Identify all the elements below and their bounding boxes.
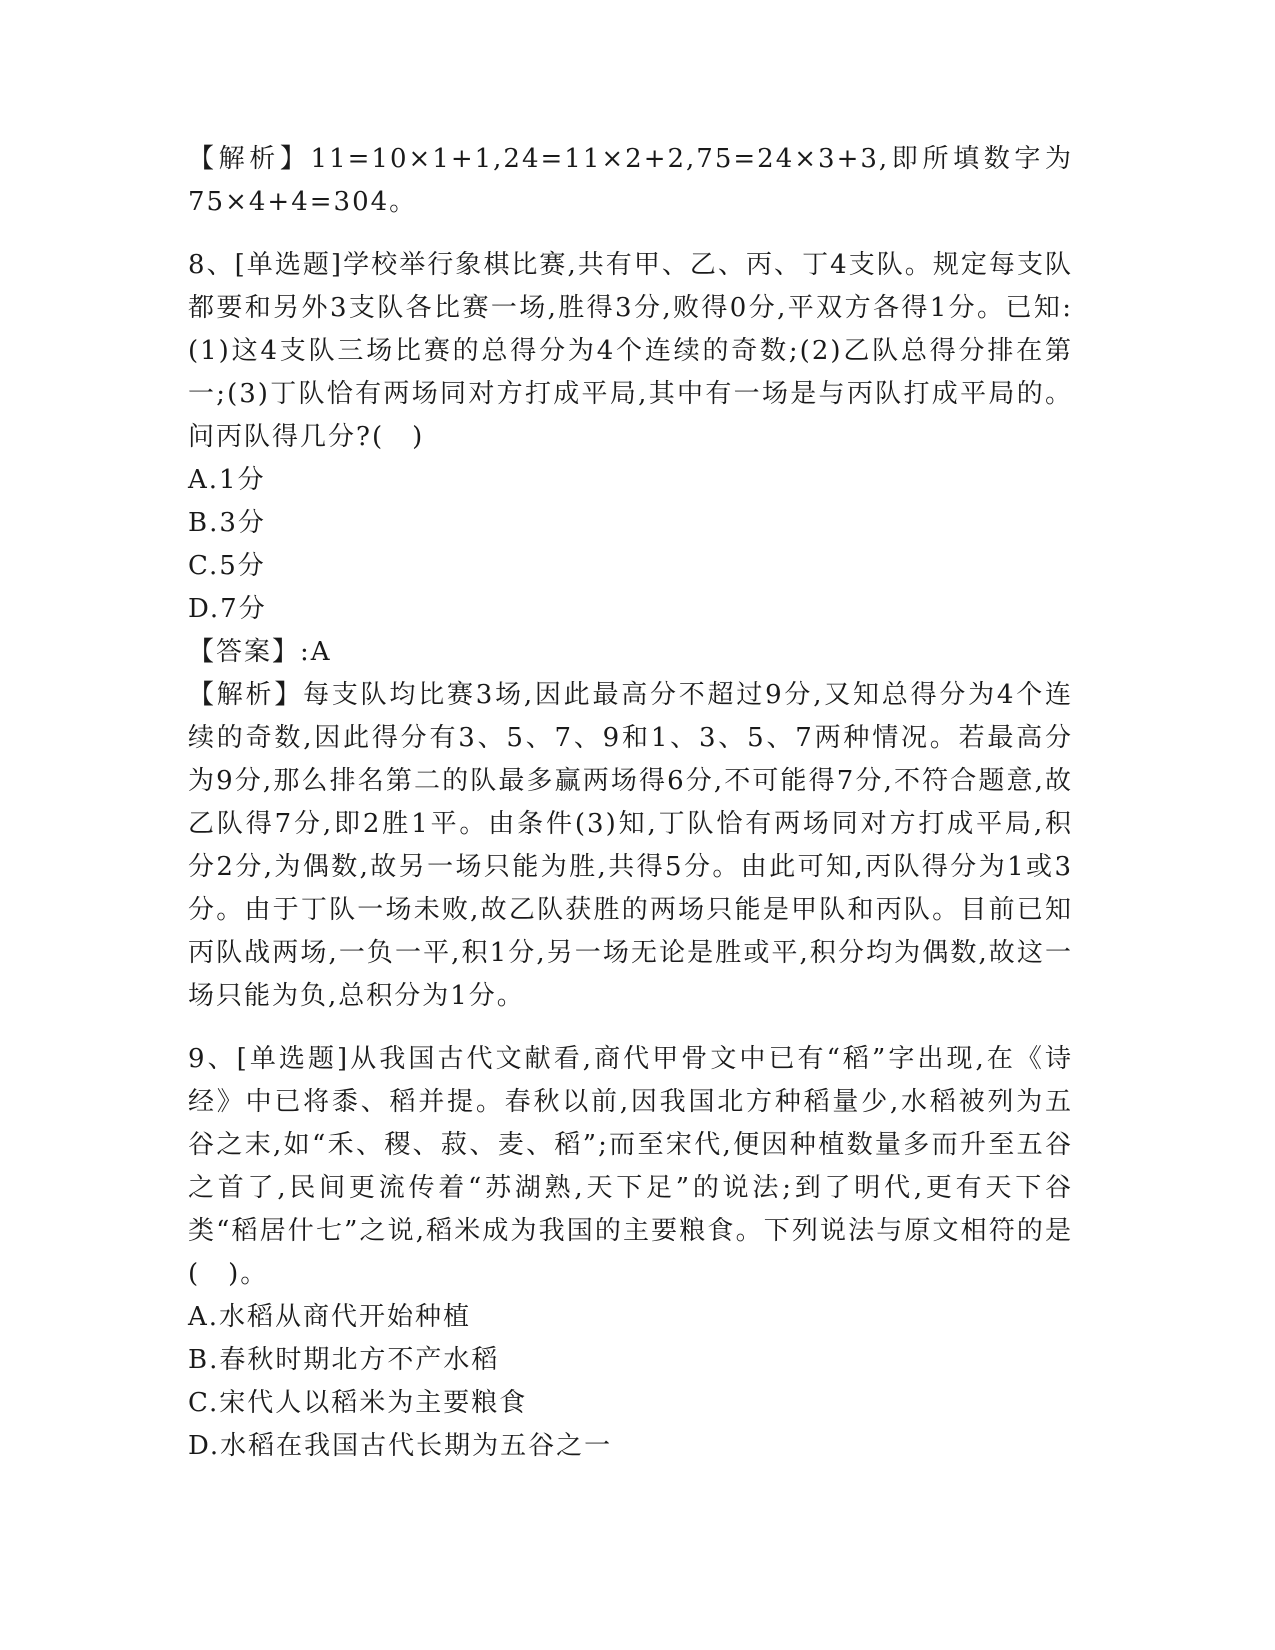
q9-stem: 9、[单选题]从我国古代文献看,商代甲骨文中已有“稻”字出现,在《诗经》中已将黍、稻并提。春秋以前,因我国北方种稻量少,水稻被列为五谷之末,如“禾、稷、菽、麦、稻”;而至宋代,便因种植数量多而升至五谷之首了,民间更流传着“苏湖熟,天下足”的说法;到了明代,更有天下谷类“稻居什七”之说,稻米成为我国的主要粮食。下列说法与原文相符的是( )。: [188, 1044, 1073, 1289]
document-page: [188, 138, 1073, 1468]
q8-option-d[interactable]: D.7分: [188, 594, 267, 624]
q8-option-a[interactable]: A.1分: [188, 465, 266, 495]
question-8: [188, 244, 1073, 1018]
q8-option-b[interactable]: B.3分: [188, 508, 266, 538]
q9-option-a[interactable]: A.水稻从商代开始种植: [188, 1302, 472, 1332]
q9-option-d[interactable]: D.水稻在我国古代长期为五谷之一: [188, 1431, 613, 1461]
q7-analysis: 【解析】11=10×1+1,24=11×2+2,75=24×3+3,即所填数字为75×4+4=304。: [188, 144, 1073, 217]
q8-option-c[interactable]: C.5分: [188, 551, 266, 581]
q9-option-b[interactable]: B.春秋时期北方不产水稻: [188, 1345, 500, 1375]
q9-option-c[interactable]: C.宋代人以稻米为主要粮食: [188, 1388, 528, 1418]
q8-analysis: 【解析】每支队均比赛3场,因此最高分不超过9分,又知总得分为4个连续的奇数,因此得分有3、5、7、9和1、3、5、7两种情况。若最高分为9分,那么排名第二的队最多赢两场得6分,不可能得7分,不符合题意,故乙队得7分,即2胜1平。由条件(3)知,丁队恰有两场同对方打成平局,积分2分,为偶数,故另一场只能为胜,共得5分。由此可知,丙队得分为1或3分。由于丁队一场未败,故乙队获胜的两场只能是甲队和丙队。目前已知丙队战两场,一负一平,积1分,另一场无论是胜或平,积分均为偶数,故这一场只能为负,总积分为1分。: [188, 680, 1073, 1011]
q8-stem: 8、[单选题]学校举行象棋比赛,共有甲、乙、丙、丁4支队。规定每支队都要和另外3支队各比赛一场,胜得3分,败得0分,平双方各得1分。已知:(1)这4支队三场比赛的总得分为4个连续的奇数;(2)乙队总得分排在第一;(3)丁队恰有两场同对方打成平局,其中有一场是与丙队打成平局的。问丙队得几分?( ): [188, 250, 1073, 452]
question-9: [188, 1038, 1073, 1468]
q8-answer: 【答案】:A: [188, 637, 332, 667]
